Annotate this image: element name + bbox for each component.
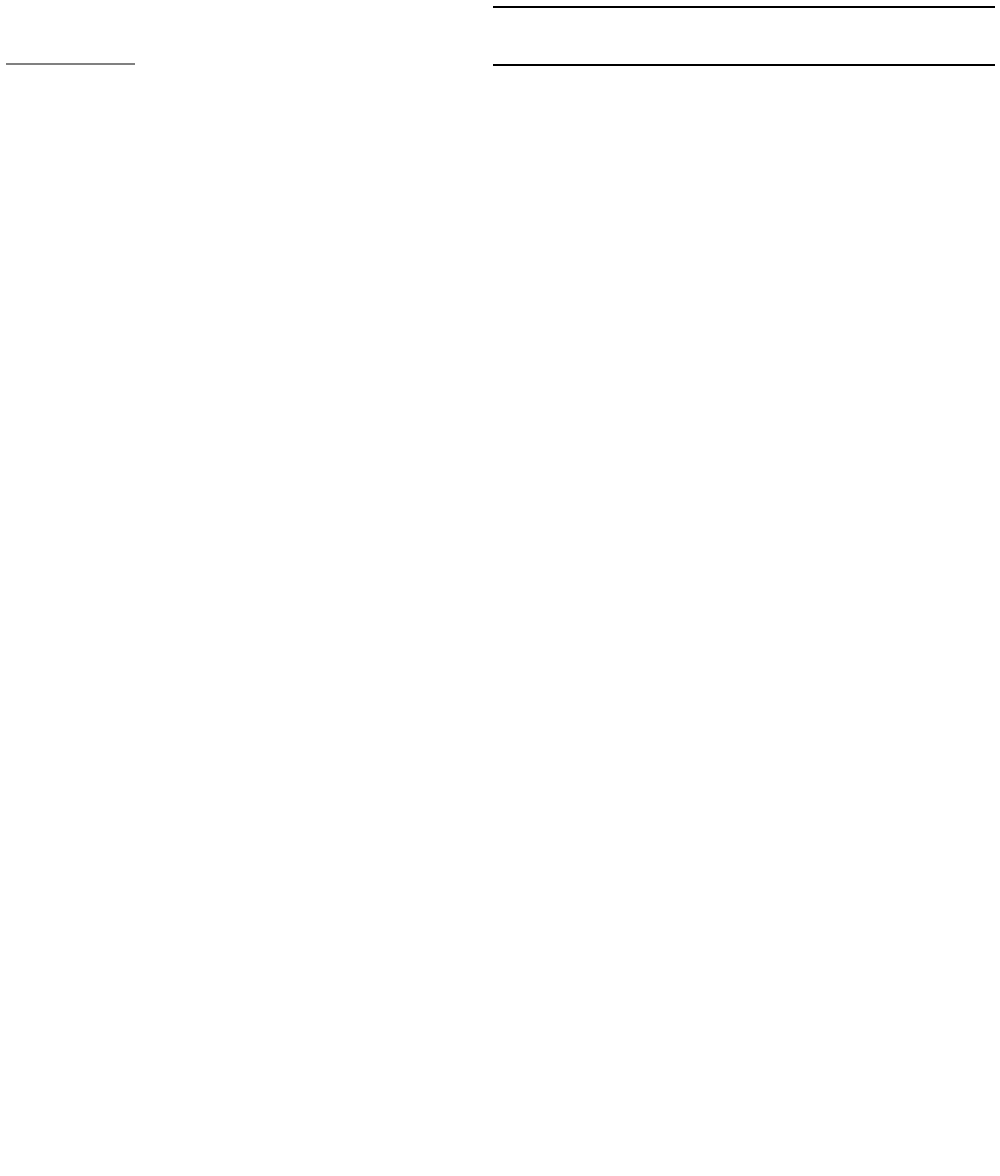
dendrogram-and-band-patterns xyxy=(0,0,490,1176)
table-header xyxy=(493,6,995,66)
isolate-table xyxy=(493,6,995,66)
